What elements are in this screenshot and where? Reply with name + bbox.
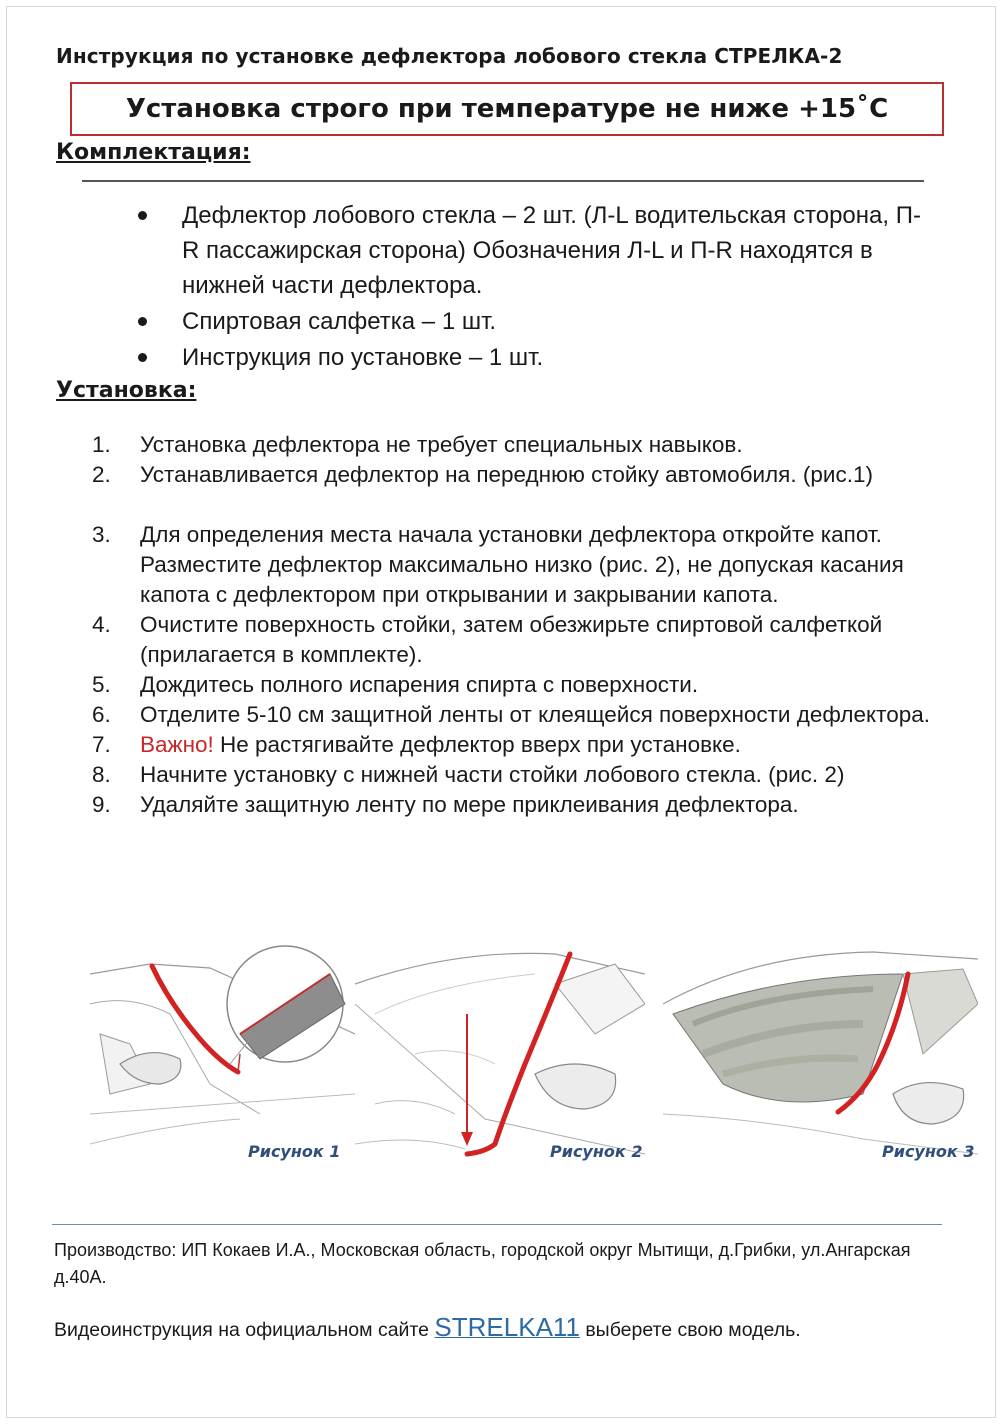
step-text: Отделите 5-10 см защитной ленты от клеящейся поверхности дефлектора. xyxy=(140,702,930,727)
list-item xyxy=(92,730,972,760)
step-number: 2. xyxy=(92,462,111,487)
bullet-icon xyxy=(138,317,147,326)
list-item xyxy=(92,520,972,610)
kit-heading: Комплектация: xyxy=(56,140,251,165)
install-heading: Установка: xyxy=(56,378,197,403)
step-text: Очистите поверхность стойки, затем обезжирьте спиртовой салфеткой (прилагается в комплекте). xyxy=(140,612,883,667)
step-number: 3. xyxy=(92,522,111,547)
list-item xyxy=(138,340,938,375)
step-text: Для определения места начала установки дефлектора откройте капот. Разместите дефлектор максимально низко (рис. 2), не допуская касания капота с дефлектором при открывании и закрывании капота. xyxy=(140,522,904,607)
kit-item-text: Спиртовая салфетка – 1 шт. xyxy=(182,308,497,335)
figure-caption: Рисунок 3 xyxy=(882,1142,975,1161)
kit-item-text: Дефлектор лобового стекла – 2 шт. (Л-L водительская сторона, П-R пассажирская сторона) Обозначения Л-L и П-R находятся в нижней части дефлектора. xyxy=(182,202,921,299)
video-prefix: Видеоинструкция на официальном сайте xyxy=(54,1319,435,1341)
list-item xyxy=(92,430,972,460)
step-text: Удаляйте защитную ленту по мере приклеивания дефлектора. xyxy=(140,792,799,817)
bullet-icon xyxy=(138,211,147,220)
step-number: 1. xyxy=(92,432,111,457)
list-item xyxy=(92,670,972,700)
video-suffix: выберете свою модель. xyxy=(579,1319,801,1341)
install-steps xyxy=(92,430,972,820)
step-number: 8. xyxy=(92,762,111,787)
figure-3 xyxy=(663,944,978,1164)
step-number: 4. xyxy=(92,612,111,637)
important-label: Важно! xyxy=(140,732,214,757)
list-item xyxy=(92,790,972,820)
manufacturer-info: Производство: ИП Кокаев И.А., Московская область, городской округ Мытищи, д.Грибки, ул.Ангарская д.40А. xyxy=(54,1240,911,1287)
figure-2 xyxy=(355,944,645,1164)
list-item xyxy=(92,760,972,790)
site-link[interactable]: STRELKA11 xyxy=(434,1312,580,1342)
figure-caption: Рисунок 2 xyxy=(550,1142,643,1161)
step-text: Не растягивайте дефлектор вверх при установке. xyxy=(213,732,741,757)
bullet-icon xyxy=(138,353,147,362)
step-text: Дождитесь полного испарения спирта с поверхности. xyxy=(140,672,699,697)
figures-strip xyxy=(90,944,978,1164)
step-text: Установка дефлектора не требует специальных навыков. xyxy=(140,432,743,457)
kit-list xyxy=(138,198,938,376)
step-text: Устанавливается дефлектор на переднюю стойку автомобиля. (рис.1) xyxy=(140,462,873,487)
list-item xyxy=(92,700,972,730)
step-number: 9. xyxy=(92,792,111,817)
kit-item-text: Инструкция по установке – 1 шт. xyxy=(182,344,544,371)
figure-1 xyxy=(90,944,355,1164)
divider xyxy=(82,180,924,182)
video-instruction-line xyxy=(54,1312,974,1343)
figure-caption: Рисунок 1 xyxy=(248,1142,341,1161)
list-item xyxy=(138,198,938,303)
car-a-pillar-closeup-icon xyxy=(90,944,355,1164)
car-windshield-arrow-icon xyxy=(355,944,645,1164)
step-number: 5. xyxy=(92,672,111,697)
car-windshield-dirty-icon xyxy=(663,944,978,1164)
footer-divider xyxy=(52,1224,942,1225)
document-title: Инструкция по установке дефлектора лобового стекла СТРЕЛКА-2 xyxy=(56,44,843,68)
list-item xyxy=(92,460,972,490)
temperature-warning-box: Установка строго при температуре не ниже +15˚С xyxy=(70,82,944,136)
list-item xyxy=(138,304,938,339)
step-number: 7. xyxy=(92,732,111,757)
step-number: 6. xyxy=(92,702,111,727)
step-text: Начните установку с нижней части стойки лобового стекла. (рис. 2) xyxy=(140,762,845,787)
list-item xyxy=(92,610,972,670)
